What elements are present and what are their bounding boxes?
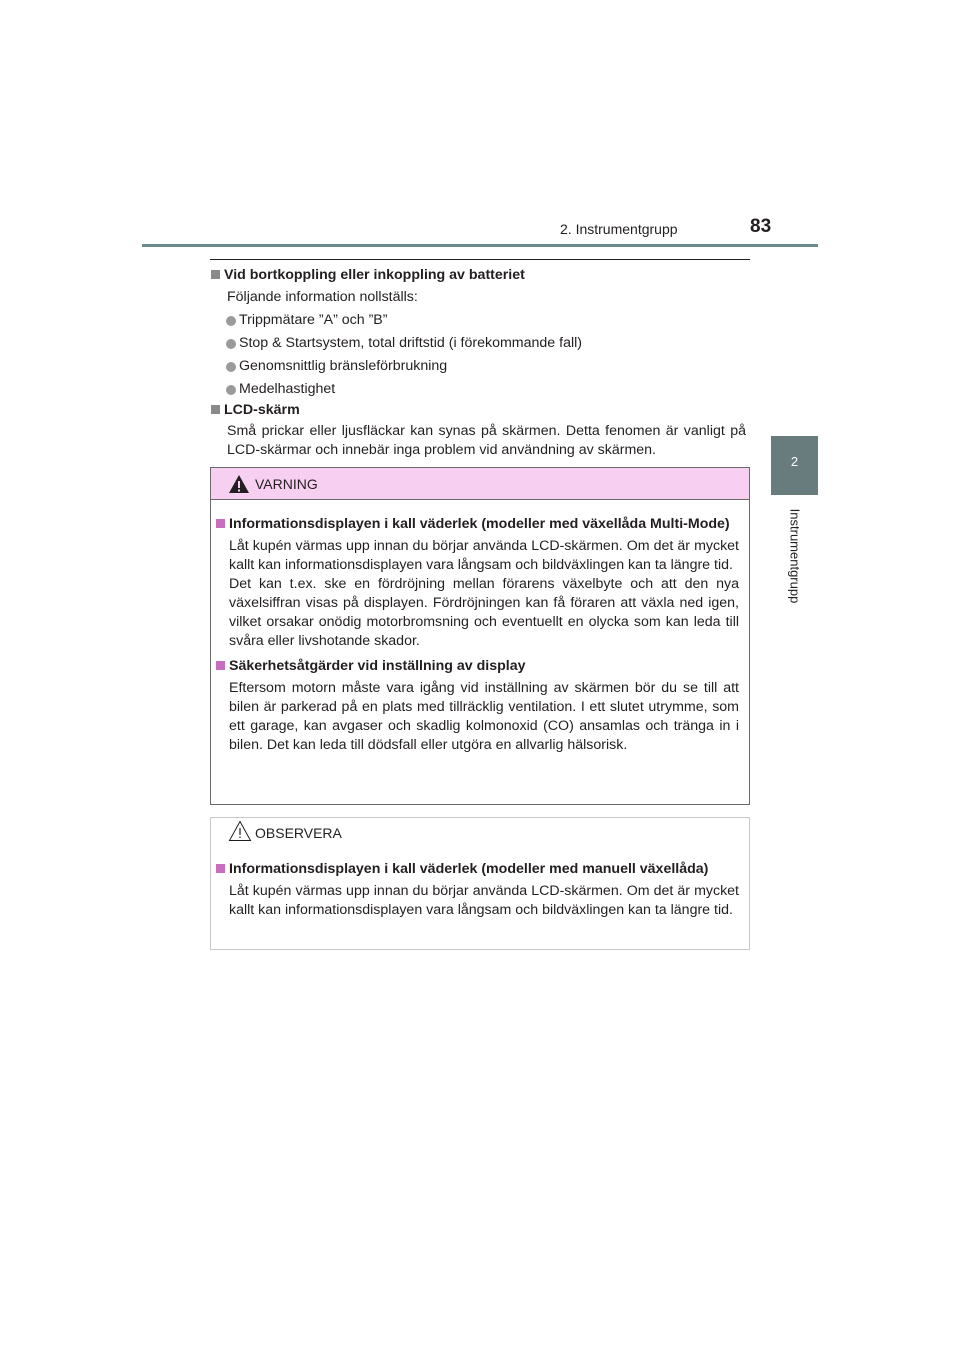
list-item-text: Genomsnittlig bränsleförbrukning — [239, 358, 448, 374]
chapter-tab-number: 2 — [771, 436, 818, 495]
warning-section-title: Säkerhetsåtgärder vid inställning av display — [229, 658, 526, 674]
warning-section-paragraph: Det kan t.ex. ske en fördröjning mellan förarens växelbyte och att den nya växelsiffran visas på displayen. Fördröjningen kan få föraren att växla ned igen, vilket orsakar onödig motorbromsning och eventuellt en olycka som kan leda till svåra eller livshotande skador. — [229, 576, 739, 649]
list-item-text: Medelhastighet — [239, 381, 336, 397]
page-number: 83 — [750, 216, 772, 237]
list-item — [210, 334, 750, 353]
list-item-text: Stop & Startsystem, total driftstid (i förekommande fall) — [239, 335, 582, 351]
list-item — [210, 380, 750, 399]
square-bullet-icon — [216, 864, 225, 873]
warning-section-heading — [215, 657, 739, 676]
warning-section-heading — [215, 515, 739, 534]
notice-section-paragraph: Låt kupén värmas upp innan du börjar använda LCD-skärmen. Om det är mycket kallt kan informationsdisplayen vara långsam och bildväxlingen kan ta längre tid. — [229, 883, 739, 918]
warning-section-paragraph: Låt kupén värmas upp innan du börjar använda LCD-skärmen. Om det är mycket kallt kan informationsdisplayen vara långsam och bildväxlingen kan ta längre tid. — [229, 538, 739, 573]
square-bullet-icon — [211, 270, 220, 279]
round-bullet-icon — [226, 362, 236, 372]
caution-triangle-icon — [228, 820, 252, 845]
lcd-section-heading — [210, 401, 750, 420]
lcd-section-body: Små prickar eller ljusfläckar kan synas på skärmen. Detta fenomen är vanligt på LCD-skärmar och innebär inga problem vid användning av skärmen. — [227, 423, 746, 458]
notice-section-heading — [215, 860, 739, 879]
section-divider — [210, 259, 750, 260]
chapter-title: 2. Instrumentgrupp — [560, 221, 678, 237]
notice-box-label: OBSERVERA — [255, 825, 342, 841]
notice-section-title: Informationsdisplayen i kall väderlek (modeller med manuell växellåda) — [229, 861, 709, 877]
chapter-tab-label-text: Instrumentgrupp — [787, 508, 802, 604]
list-item — [210, 357, 750, 376]
notice-box-header — [211, 818, 749, 850]
square-bullet-icon — [216, 661, 225, 670]
header-rule — [142, 244, 818, 247]
notice-box — [210, 817, 750, 950]
square-bullet-icon — [211, 405, 220, 414]
lcd-section — [210, 401, 750, 460]
battery-section-heading — [210, 266, 750, 285]
round-bullet-icon — [226, 316, 236, 326]
warning-section-paragraph: Eftersom motorn måste vara igång vid inställning av skärmen bör du se till att bilen är parkerad på en plats med tillräcklig ventilation. I ett slutet utrymme, som ett garage, kan avgaser och skadlig kolmonoxid (CO) ansamlas och tränga in i bilen. Det kan leda till dödsfall eller utgöra en allvarlig hälsorisk. — [229, 680, 739, 753]
notice-section — [211, 860, 749, 920]
warning-triangle-icon — [228, 474, 250, 497]
warning-section — [211, 515, 749, 651]
round-bullet-icon — [226, 339, 236, 349]
warning-box — [210, 467, 750, 805]
battery-section-title: Vid bortkoppling eller inkoppling av batteriet — [224, 267, 525, 283]
round-bullet-icon — [226, 385, 236, 395]
warning-box-label: VARNING — [255, 476, 318, 492]
square-bullet-icon — [216, 519, 225, 528]
battery-section-intro: Följande information nollställs: — [227, 289, 418, 305]
chapter-tab-label — [771, 500, 818, 620]
warning-section-title: Informationsdisplayen i kall väderlek (modeller med växellåda Multi-Mode) — [229, 516, 730, 532]
warning-section — [211, 657, 749, 755]
battery-section — [210, 266, 750, 399]
list-item — [210, 311, 750, 330]
warning-box-header — [211, 468, 749, 500]
list-item-text: Trippmätare ”A” och ”B” — [239, 312, 388, 328]
lcd-section-title: LCD-skärm — [224, 402, 300, 418]
